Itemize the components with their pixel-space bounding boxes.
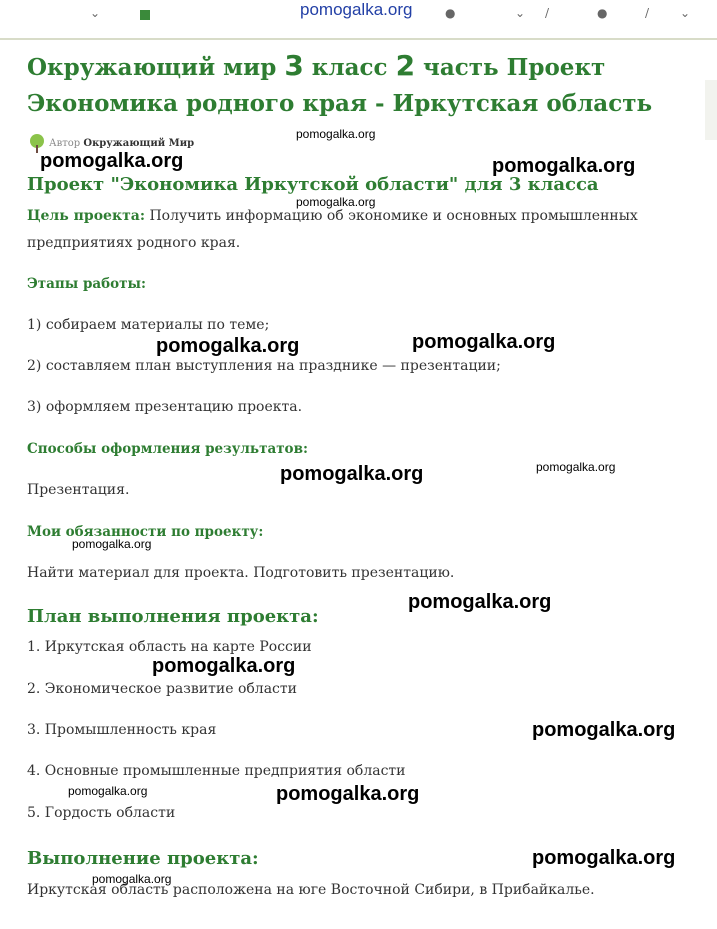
execution-text: Иркутская область расположена на юге Восточной Сибири, в Прибайкалье. — [27, 882, 595, 898]
author-label: Автор — [49, 138, 81, 149]
stages-heading: Этапы работы: — [27, 276, 147, 292]
watermark: pomogalka.org — [492, 155, 636, 177]
goal-text: Получить информацию об экономике и основных промышленных предприятиях родного края. — [27, 208, 638, 251]
execution-heading: Выполнение проекта: — [27, 848, 259, 869]
toolbar-fragment: ⌄ — [90, 6, 101, 20]
stage-item: 3) оформляем презентацию проекта. — [27, 399, 303, 415]
toolbar-fragment: / — [645, 6, 650, 20]
toolbar-fragment: ● — [445, 6, 456, 20]
project-heading: Проект "Экономика Иркутской области" для 3 класса — [27, 174, 599, 195]
duties-text: Найти материал для проекта. Подготовить презентацию. — [27, 565, 455, 581]
goal-label: Цель проекта: — [27, 208, 145, 224]
watermark: pomogalka.org — [92, 872, 172, 886]
toolbar-fragment: ⌄ — [515, 6, 526, 20]
watermark: pomogalka.org — [68, 784, 148, 798]
watermark: pomogalka.org — [72, 537, 152, 551]
stage-item: 2) составляем план выступления на празднике — презентации; — [27, 358, 501, 374]
watermark: pomogalka.org — [408, 591, 552, 613]
watermark: pomogalka.org — [156, 335, 300, 357]
top-bar — [0, 0, 717, 40]
watermark: pomogalka.org — [412, 331, 556, 353]
watermark: pomogalka.org — [276, 783, 420, 805]
toolbar-fragment: ⌄ — [680, 6, 691, 20]
watermark: pomogalka.org — [532, 719, 676, 741]
watermark: pomogalka.org — [296, 127, 376, 141]
methods-heading: Способы оформления результатов: — [27, 441, 308, 457]
site-link[interactable]: pomogalka.org — [300, 0, 413, 19]
plan-item: 1. Иркутская область на карте России — [27, 639, 312, 655]
plan-item: 2. Экономическое развитие области — [27, 681, 297, 697]
stage-item: 1) собираем материалы по теме; — [27, 317, 270, 333]
watermark: pomogalka.org — [536, 460, 616, 474]
toolbar-fragment-icon — [140, 10, 150, 20]
methods-text: Презентация. — [27, 482, 130, 498]
watermark: pomogalka.org — [152, 655, 296, 677]
plan-heading: План выполнения проекта: — [27, 606, 319, 627]
plan-item: 5. Гордость области — [27, 805, 176, 821]
plan-item: 4. Основные промышленные предприятия области — [27, 763, 406, 779]
toolbar-fragment: ● — [597, 6, 608, 20]
watermark: pomogalka.org — [280, 463, 424, 485]
author-name[interactable]: Окружающий Мир — [83, 138, 195, 149]
page-title: Окружающий мир 3 класс 2 часть Проект Экономика родного края - Иркутская область — [27, 49, 653, 117]
goal-paragraph — [27, 203, 647, 257]
plan-item: 3. Промышленность края — [27, 722, 217, 738]
watermark: pomogalka.org — [40, 150, 184, 172]
toolbar-fragment: / — [545, 6, 550, 20]
duties-heading: Мои обязанности по проекту: — [27, 524, 264, 540]
watermark: pomogalka.org — [296, 195, 376, 209]
watermark: pomogalka.org — [532, 847, 676, 869]
